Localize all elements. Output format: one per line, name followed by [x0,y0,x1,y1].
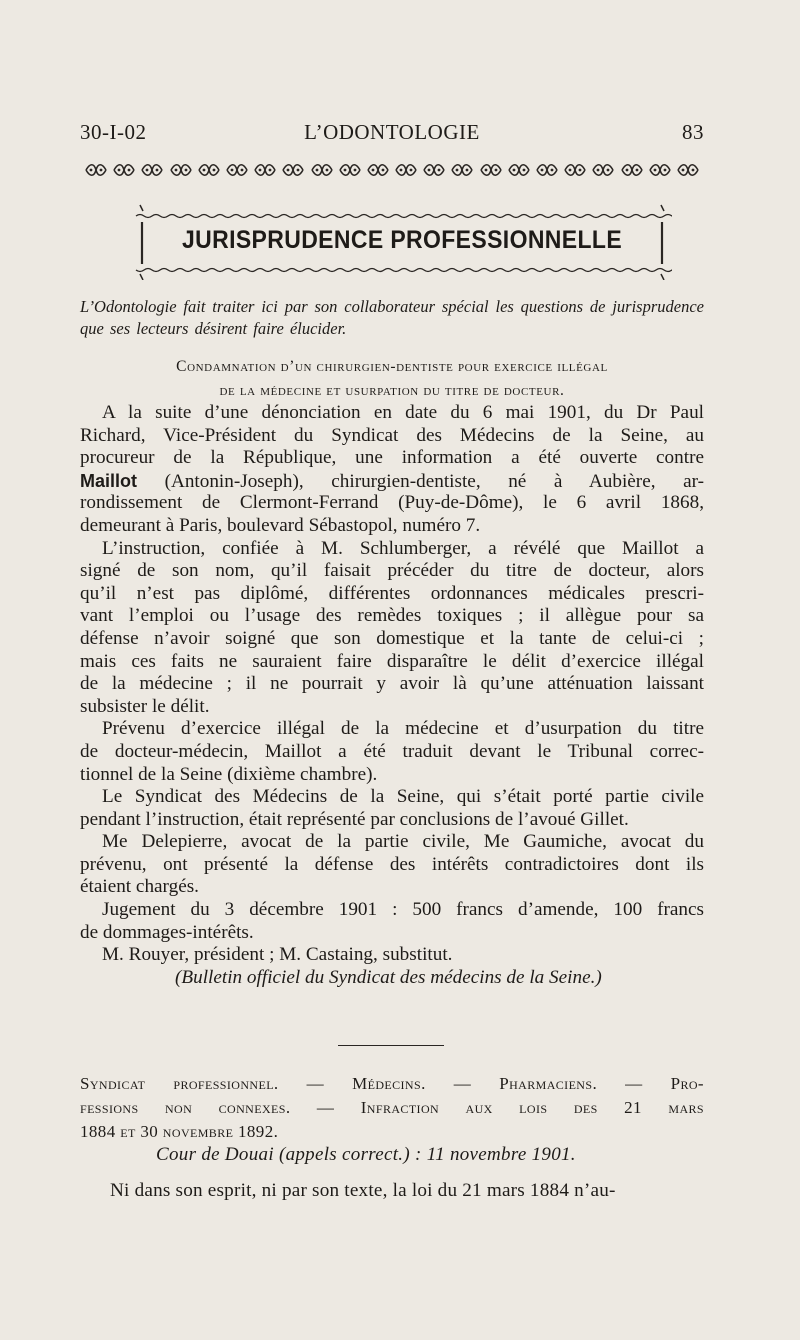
text-line: étaient chargés. [80,876,199,898]
interlace-ornament-icon [112,163,136,177]
interlace-ornament-icon [563,163,587,177]
text-line: de docteur-médecin, Maillot a été traduit devant le Tribunal correc- [80,740,704,762]
interlace-ornament-icon [620,163,644,177]
text-line: Richard, Vice-Président du Syndicat des Médecins de la Seine, au [80,424,704,446]
interlace-ornament-icon [253,163,277,177]
text-line: vant l’emploi ou l’usage des remèdes toxiques ; il allègue pour sa [80,605,704,627]
text-line: M. Rouyer, président ; M. Castaing, substitut. [102,944,453,966]
text-line: Le Syndicat des Médecins de la Seine, qui s’était porté partie civile [102,786,704,808]
interlace-ornament-icon [535,163,559,177]
running-head [80,120,704,150]
ornament-band [84,160,700,180]
article-heading-line-2: de la médecine et usurpation du titre de docteur. [219,382,565,399]
interlace-ornament-icon [225,163,249,177]
text-line: qu’il n’est pas diplômé, différentes ordonnances médicales prescri- [80,582,704,604]
defendant-name: Maillot [80,470,137,491]
interlace-ornament-icon [507,163,531,177]
text-line: prévenu, ont présenté la défense des intérêts contradictoires dont ils [80,853,704,875]
text-line: mais ces faits ne sauraient faire disparaître le délit d’exercice illégal [80,650,704,672]
interlace-ornament-icon [281,163,305,177]
text-line: demeurant à Paris, boulevard Sébastopol, numéro 7. [80,514,481,536]
article-body [80,402,704,989]
interlace-ornament-icon [197,163,221,177]
issue-date: 30-I-02 [80,120,147,144]
journal-title: L’ODONTOLOGIE [304,120,480,144]
interlace-ornament-icon [591,163,615,177]
interlace-ornament-icon [394,163,418,177]
text-line: procureur de la République, une information a été ouverte contre [80,447,704,469]
text-line: de dommages-intérêts. [80,921,254,943]
text-line: signé de son nom, qu’il faisait précéder du titre de docteur, alors [80,560,704,582]
section-title: JURISPRUDENCE PROFESSIONNELLE [181,226,623,254]
text-line: (Bulletin officiel du Syndicat des médecins de la Seine.) [175,966,602,988]
text-line: A la suite d’une dénonciation en date du 6 mai 1901, du Dr Paul [102,402,704,423]
interlace-ornament-icon [648,163,672,177]
text-line: rondissement de Clermont-Ferrand (Puy-de-Dôme), le 6 avril 1868, [80,492,704,514]
heading-line: Syndicat professionnel. — Médecins. — Pharmaciens. — Pro- [80,1074,704,1093]
text-line: Maillot (Antonin-Joseph), chirurgien-dentiste, né à Aubière, ar- [80,470,704,492]
interlace-ornament-icon [450,163,474,177]
article2-heading [80,1072,704,1144]
court-reference: Cour de Douai (appels correct.) : 11 novembre 1901. [156,1144,576,1165]
heading-line: fessions non connexes. — Infraction aux lois des 21 mars [80,1098,704,1117]
interlace-ornament-icon [338,163,362,177]
text-line: Jugement du 3 décembre 1901 : 500 francs d’amende, 100 francs [102,899,704,921]
interlace-ornament-icon [422,163,446,177]
article-heading-line-1: Condamnation d’un chirurgien-dentiste pour exercice illégal [176,358,608,375]
interlace-ornament-icon [479,163,503,177]
heading-line: 1884 et 30 novembre 1892. [80,1122,279,1141]
interlace-ornament-icon [676,163,700,177]
editorial-note: L’Odontologie fait traiter ici par son collaborateur spécial les questions de jurisprudence que ses lecteurs désirent faire élucider. [80,297,704,338]
text-line: subsister le délit. [80,695,210,717]
article2-first-line: Ni dans son esprit, ni par son texte, la loi du 21 mars 1884 n’au- [110,1180,616,1201]
interlace-ornament-icon [310,163,334,177]
interlace-ornament-icon [169,163,193,177]
page-number: 83 [682,120,704,144]
text-line: Prévenu d’exercice illégal de la médecine et d’usurpation du titre [102,718,704,740]
section-title-frame [132,200,672,280]
interlace-ornament-icon [366,163,390,177]
text-line: de la médecine ; il ne pourrait y avoir là qu’une atténuation laissant [80,673,704,695]
text-line: tionnel de la Seine (dixième chambre). [80,763,378,785]
interlace-ornament-icon [140,163,164,177]
text-line: pendant l’instruction, était représenté par conclusions de l’avoué Gillet. [80,808,629,830]
text-line: L’instruction, confiée à M. Schlumberger, a révélé que Maillot a [102,537,704,559]
text-line: Me Delepierre, avocat de la partie civile, Me Gaumiche, avocat du [102,831,704,853]
text-line: défense n’avoir soigné que son domestique et la tante de celui-ci ; [80,627,704,649]
section-divider [338,1045,444,1046]
interlace-ornament-icon [84,163,108,177]
